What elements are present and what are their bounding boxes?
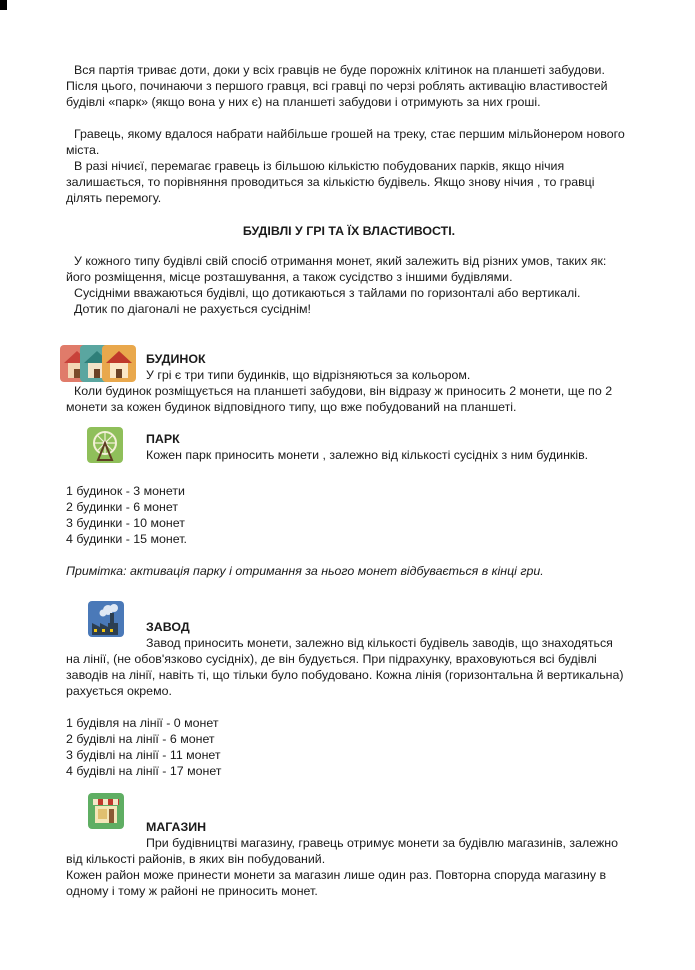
shop-line-2: Кожен район може принести монети за магазин лише один раз. Повторна споруда магазину в одному і тому ж районі не приносить монет. <box>66 868 607 898</box>
factory-title: ЗАВОД <box>146 620 190 634</box>
factory-score-1: 1 будівля на лінії - 0 монет <box>66 716 219 730</box>
factory-score-4: 4 будівлі на лінії - 17 монет <box>66 764 222 778</box>
page-corner-mark <box>0 0 7 10</box>
house-title: БУДИНОК <box>146 352 206 366</box>
park-title: ПАРК <box>146 432 180 446</box>
park-score-4: 4 будинки - 15 монет. <box>66 532 187 546</box>
rules-paragraph-end-of-game: Вся партія триває доти, доки у всіх гравців не буде порожніх клітинок на планшеті забудови. Після цього, починаючи з першого гравця, всі гравці по черзі роблять активацію властивостей будівлі «парк» (якщо вона у них є) на планшеті забудови і отримують за них гроші. <box>66 63 608 109</box>
park-score-3: 3 будинки - 10 монет <box>66 516 185 530</box>
park-note: Примітка: активація парку і отримання за нього монет відбувається в кінці гри. <box>66 564 544 578</box>
park-score-1: 1 будинок - 3 монети <box>66 484 185 498</box>
park-section <box>66 431 632 579</box>
intro-line-2: Сусідніми вважаються будівлі, що дотикаються з тайлами по горизонталі або вертикалі. <box>74 286 581 300</box>
intro-line-3: Дотик по діагоналі не рахується сусіднім! <box>74 302 311 316</box>
park-score-2: 2 будинки - 6 монет <box>66 500 179 514</box>
shop-description-rest: від кількості районів, в яких він побудований. <box>66 852 326 866</box>
intro-line-1: У кожного типу будівлі свій спосіб отримання монет, який залежить від різних умов, таких як: його розміщення, місце розташування, а також сусідство з іншими будівлями. <box>66 254 607 284</box>
rules-paragraph-winner: Гравець, якому вдалося набрати найбільше грошей на треку, стає першим мільйонером нового міста. <box>66 127 625 157</box>
buildings-heading: БУДІВЛІ У ГРІ ТА ЇХ ВЛАСТИВОСТІ. <box>242 224 456 238</box>
shop-description-first-line: При будівництві магазину, гравець отримує монети за будівлю магазинів, залежно <box>146 836 618 850</box>
house-line-1: У грі є три типи будинків, що відрізняються за кольором. <box>146 368 471 382</box>
shop-title: МАГАЗИН <box>146 820 207 834</box>
factory-description-first-line: Завод приносить монети, залежно від кількості будівель заводів, що знаходяться <box>146 636 613 650</box>
house-section <box>66 351 632 415</box>
factory-section <box>66 619 632 779</box>
factory-score-2: 2 будівлі на лінії - 6 монет <box>66 732 215 746</box>
rules-paragraph-tie: В разі нічиєї, перемагає гравець із більшою кількістю побудованих парків, якщо нічия залишається, то порівняння проводиться за кількістю будівель. Якщо знову нічия , то гравці ділять перемогу. <box>66 159 595 205</box>
house-line-2: Коли будинок розміщується на планшеті забудови, він відразу ж приносить 2 монети, ще по 2 монети за кожен будинок відповідного типу, що вже побудований на планшеті. <box>66 384 613 414</box>
factory-score-3: 3 будівлі на лінії - 11 монет <box>66 748 221 762</box>
park-description: Кожен парк приносить монети , залежно від кількості сусідніх з ним будинків. <box>146 448 589 462</box>
rules-page <box>66 62 632 899</box>
shop-section <box>66 819 632 899</box>
factory-description-rest: на лінії, (не обов'язково сусідніх), де він будується. При підрахунку, враховуються всі будівлі заводів на лінії, навіть ті, що тільки було побудовано. Кожна лінія (горизонтальна й вертикальна) рахується окремо. <box>66 652 624 698</box>
